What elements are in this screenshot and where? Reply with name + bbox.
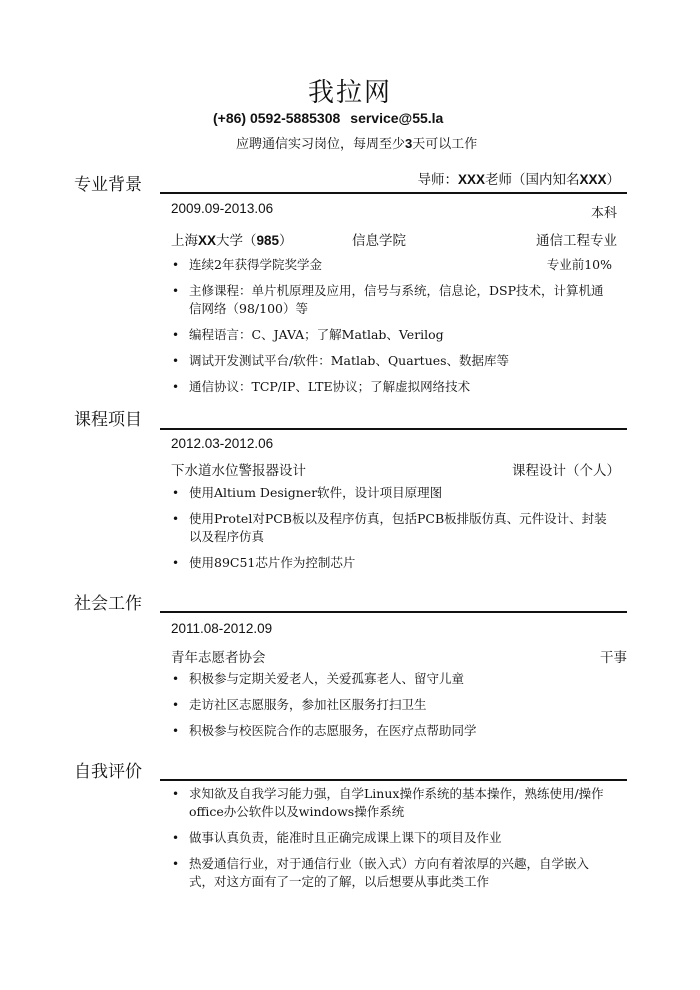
- list-item: • 做事认真负责，能准时且正确完成课上课下的项目及作业: [172, 830, 502, 845]
- contact-line: [213, 110, 443, 126]
- rank-note: 专业前10%: [546, 257, 612, 272]
- education-date: 2009.09-2013.06: [171, 201, 274, 216]
- section-divider: [160, 611, 627, 613]
- background-bullets: [172, 256, 612, 404]
- self-bullets: [172, 785, 612, 899]
- list-item: • 积极参与校医院合作的志愿服务，在医疗点帮助同学: [172, 723, 477, 738]
- list-item: • 走访社区志愿服务，参加社区服务打扫卫生: [172, 697, 427, 712]
- section-title-projects: 课程项目: [74, 410, 142, 430]
- social-bullets: [172, 670, 612, 748]
- advisor-info: 导师：XXX老师（国内知名XXX）: [417, 172, 620, 188]
- project-type: 课程设计（个人）: [512, 463, 620, 479]
- section-title-self: 自我评价: [74, 762, 142, 782]
- list-item: • 使用Altium Designer软件，设计项目原理图: [172, 485, 443, 500]
- section-divider: [160, 428, 627, 430]
- project-date: 2012.03-2012.06: [171, 436, 274, 451]
- college-name: 信息学院: [352, 233, 406, 249]
- section-divider: [160, 779, 627, 781]
- list-item: • 调试开发测试平台/软件：Matlab、Quartues、数据库等: [172, 353, 510, 368]
- organization-name: 青年志愿者协会: [171, 650, 266, 666]
- candidate-name: 我拉网: [307, 78, 392, 108]
- major-name: 通信工程专业: [536, 233, 617, 249]
- list-item: • 热爱通信行业，对于通信行业（嵌入式）方向有着浓厚的兴趣，自学嵌入式，对这方面有了一定的了解，以后想要从事此类工作: [172, 856, 590, 889]
- degree-label: 本科: [590, 206, 617, 221]
- list-item: • 连续2年获得学院奖学金 专业前10%: [172, 257, 612, 272]
- list-item: • 通信协议：TCP/IP、LTE协议；了解虚拟网络技术: [172, 379, 471, 394]
- email-address: service@55.la: [350, 110, 444, 126]
- phone-number: (+86) 0592-5885308: [213, 110, 341, 126]
- social-date: 2011.08-2012.09: [171, 621, 273, 636]
- section-divider: [160, 192, 627, 194]
- list-item: • 使用Protel对PCB板以及程序仿真，包括PCB板排版仿真、元件设计、封装以及程序仿真: [172, 511, 607, 544]
- section-title-social: 社会工作: [74, 594, 142, 614]
- role-name: 干事: [600, 650, 627, 666]
- list-item: • 求知欲及自我学习能力强，自学Linux操作系统的基本操作，熟练使用/操作office办公软件以及windows操作系统: [172, 786, 604, 819]
- job-intent: 应聘通信实习岗位，每周至少3天可以工作: [236, 136, 478, 152]
- section-title-background: 专业背景: [74, 175, 142, 195]
- school-name: 上海XX大学（985）: [171, 233, 293, 249]
- list-item: • 积极参与定期关爱老人，关爱孤寡老人、留守儿童: [172, 671, 465, 686]
- project-bullets: [172, 484, 612, 580]
- list-item: • 主修课程：单片机原理及应用，信号与系统，信息论，DSP技术，计算机通信网络（98/100）等: [172, 283, 604, 316]
- list-item: • 编程语言：C、JAVA；了解Matlab、Verilog: [172, 327, 444, 342]
- project-name: 下水道水位警报器设计: [171, 463, 306, 479]
- list-item: • 使用89C51芯片作为控制芯片: [172, 555, 356, 570]
